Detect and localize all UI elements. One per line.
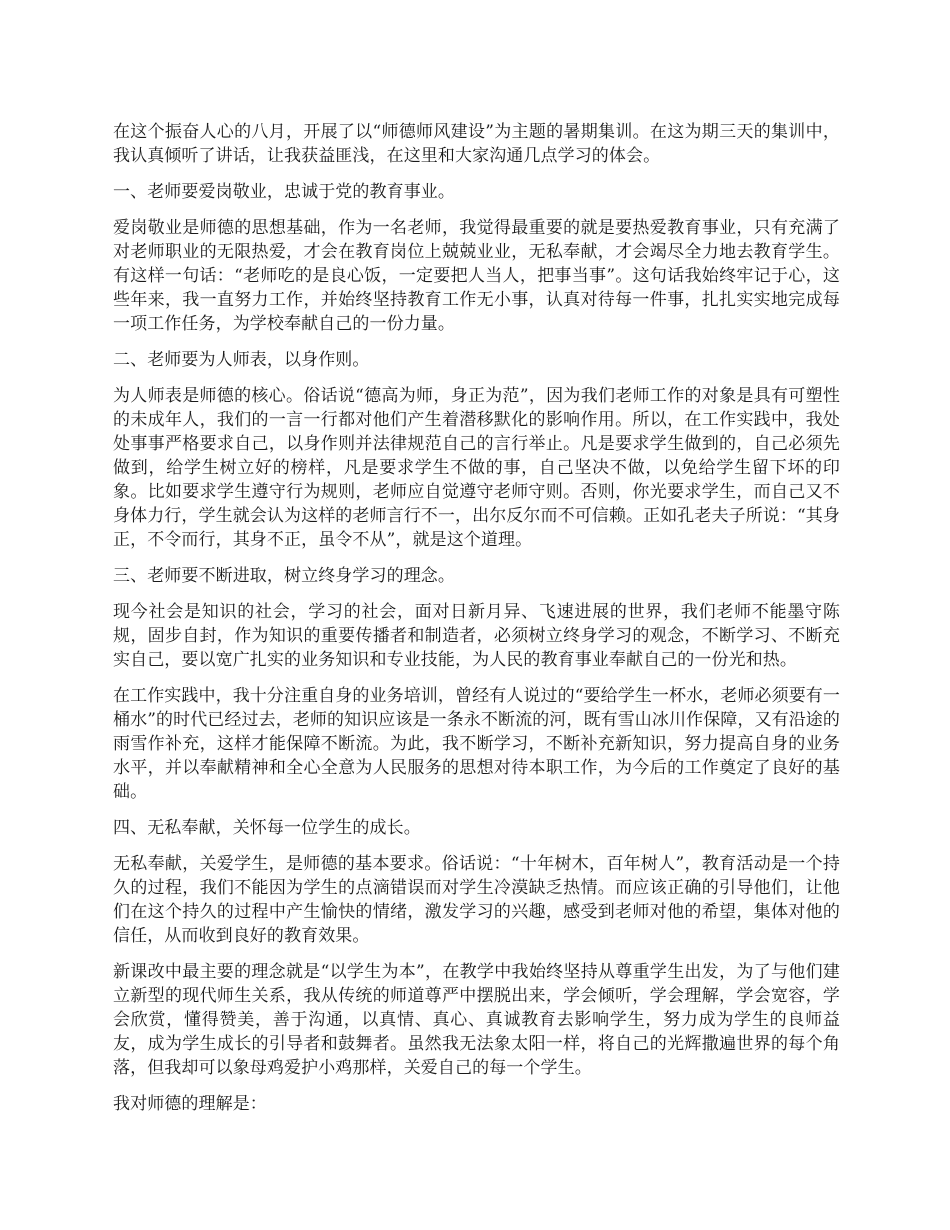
intro-paragraph: 在这个振奋人心的八月，开展了以“师德师风建设”为主题的暑期集训。在这为期三天的集训中，我认真倾听了讲话，让我获益匪浅，在这里和大家沟通几点学习的体会。 <box>113 122 840 166</box>
section-heading-4: 四、无私奉献，关怀每一位学生的成长。 <box>113 818 421 838</box>
section-1-paragraph: 爱岗敬业是师德的思想基础，作为一名老师，我觉得最重要的就是要热爱教育事业，只有充满了对老师职业的无限热爱，才会在教育岗位上兢兢业业，无私奉献，才会竭尽全力地去教育学生。有这样一句话：“老师吃的是良心饭，一定要把人当人，把事当事”。这句话我始终牢记于心，这些年来，我一直努力工作，并始终坚持教育工作无小事，认真对待每一件事，扎扎实实地完成每一项工作任务，为学校奉献自己的一份力量。 <box>113 218 840 334</box>
section-3-paragraph-2: 在工作实践中，我十分注重自身的业务培训，曾经有人说过的“要给学生一杯水，老师必须要有一桶水”的时代已经过去，老师的知识应该是一条永不断流的河，既有雪山冰川作保障，又有沿途的雨雪作补充，这样才能保障不断流。为此，我不断学习，不断补充新知识，努力提高自身的业务水平，并以奉献精神和全心全意为人民服务的思想对待本职工作，为今后的工作奠定了良好的基础。 <box>113 686 840 802</box>
document-page <box>113 120 840 1128</box>
section-2-paragraph: 为人师表是师德的核心。俗话说“德高为师，身正为范”，因为我们老师工作的对象是具有可塑性的未成年人，我们的一言一行都对他们产生着潜移默化的影响作用。所以，在工作实践中，我处处事事严格要求自己，以身作则并法律规范自己的言行举止。凡是要求学生做到的，自己必须先做到，给学生树立好的榜样，凡是要求学生不做的事，自己坚决不做，以免给学生留下坏的印象。比如要求学生遵守行为规则，老师应自觉遵守老师守则。否则，你光要求学生，而自己又不身体力行，学生就会认为这样的老师言行不一，出尔反尔而不可信赖。正如孔老夫子所说：“其身正，不令而行，其身不正，虽令不从”，就是这个道理。 <box>113 386 840 550</box>
section-4-paragraph-2: 新课改中最主要的理念就是“以学生为本”，在教学中我始终坚持从尊重学生出发，为了与他们建立新型的现代师生关系，我从传统的师道尊严中摆脱出来，学会倾听，学会理解，学会宽容，学会欣赏，懂得赞美，善于沟通，以真情、真心、真诚教育去影响学生，努力成为学生的良师益友，成为学生成长的引导者和鼓舞者。虽然我无法象太阳一样，将自己的光辉撒遍世界的每个角落，但我却可以象母鸡爱护小鸡那样，关爱自己的每一个学生。 <box>113 962 840 1078</box>
section-4-paragraph-1: 无私奉献，关爱学生，是师德的基本要求。俗话说：“十年树木，百年树人”，教育活动是一个持久的过程，我们不能因为学生的点滴错误而对学生冷漠缺乏热情。而应该正确的引导他们，让他们在这个持久的过程中产生愉快的情绪，激发学习的兴趣，感受到老师对他的希望，集体对他的信任，从而收到良好的教育效果。 <box>113 854 840 946</box>
section-3-paragraph-1: 现今社会是知识的社会，学习的社会，面对日新月异、飞速进展的世界，我们老师不能墨守陈规，固步自封，作为知识的重要传播者和制造者，必须树立终身学习的观念，不断学习、不断充实自己，要以宽广扎实的业务知识和专业技能，为人民的教育事业奉献自己的一份光和热。 <box>113 602 840 670</box>
section-heading-1: 一、老师要爱岗敬业，忠诚于党的教育事业。 <box>113 182 455 202</box>
section-heading-3: 三、老师要不断进取，树立终身学习的理念。 <box>113 566 455 586</box>
section-heading-2: 二、老师要为人师表，以身作则。 <box>113 350 370 370</box>
closing-line: 我对师德的理解是： <box>113 1094 267 1114</box>
